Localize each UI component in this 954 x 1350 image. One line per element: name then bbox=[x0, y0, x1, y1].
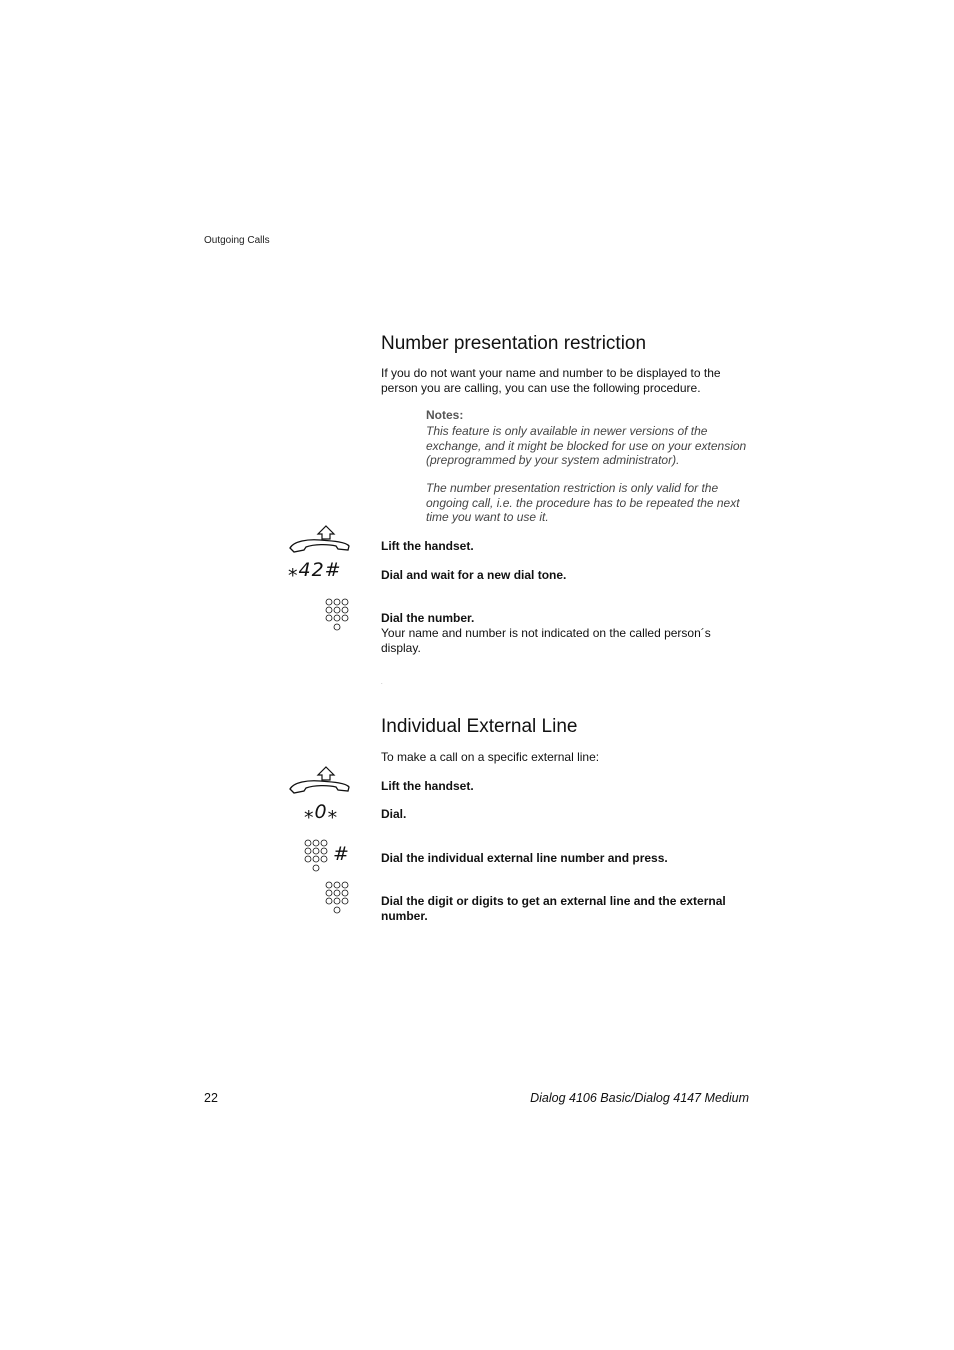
page-number: 22 bbox=[204, 1091, 218, 1105]
hash-key: # bbox=[333, 843, 350, 865]
note-text-2: The number presentation restriction is only valid for the ongoing call, i.e. the procedure has to be repeated the next time you want to use it. bbox=[426, 481, 740, 524]
note-text-1: This feature is only available in newer versions of the exchange, and it might be blocked for use on your extension (preprogrammed by your system administrator). bbox=[426, 424, 747, 467]
section-title-number-presentation: Number presentation restriction bbox=[381, 333, 647, 354]
notes-title: Notes: bbox=[426, 408, 464, 422]
stray-dot: . bbox=[381, 680, 383, 686]
step-lift-handset: Lift the handset. bbox=[381, 539, 474, 553]
step2-dial-digits: Dial the digit or digits to get an external line and the external number. bbox=[381, 894, 726, 923]
step2-dial-line-number: Dial the individual external line number and press. bbox=[381, 851, 668, 865]
dial-code-star0star: ⁎0⁎ bbox=[304, 801, 339, 823]
section-intro: If you do not want your name and number to be displayed to the person you are calling, you can use the following procedure. bbox=[381, 366, 721, 395]
dial-code-star42hash: ⁎42# bbox=[288, 559, 342, 581]
step-dial-number-detail: Your name and number is not indicated on the called person´s display. bbox=[381, 626, 711, 655]
step2-dial: Dial. bbox=[381, 807, 407, 821]
section-title-individual-external-line: Individual External Line bbox=[381, 716, 578, 737]
keypad-icon bbox=[325, 881, 351, 922]
step-dial-wait-tone: Dial and wait for a new dial tone. bbox=[381, 568, 567, 582]
handset-lift-icon bbox=[286, 524, 352, 559]
section2-intro: To make a call on a specific external line: bbox=[381, 750, 600, 764]
keypad-hash-icon bbox=[304, 839, 330, 880]
keypad-icon bbox=[325, 598, 351, 639]
handset-lift-icon bbox=[286, 765, 352, 800]
section-header: Outgoing Calls bbox=[204, 235, 270, 246]
step-dial-number: Dial the number. bbox=[381, 611, 475, 625]
document-title: Dialog 4106 Basic/Dialog 4147 Medium bbox=[530, 1091, 749, 1105]
step2-lift-handset: Lift the handset. bbox=[381, 779, 474, 793]
